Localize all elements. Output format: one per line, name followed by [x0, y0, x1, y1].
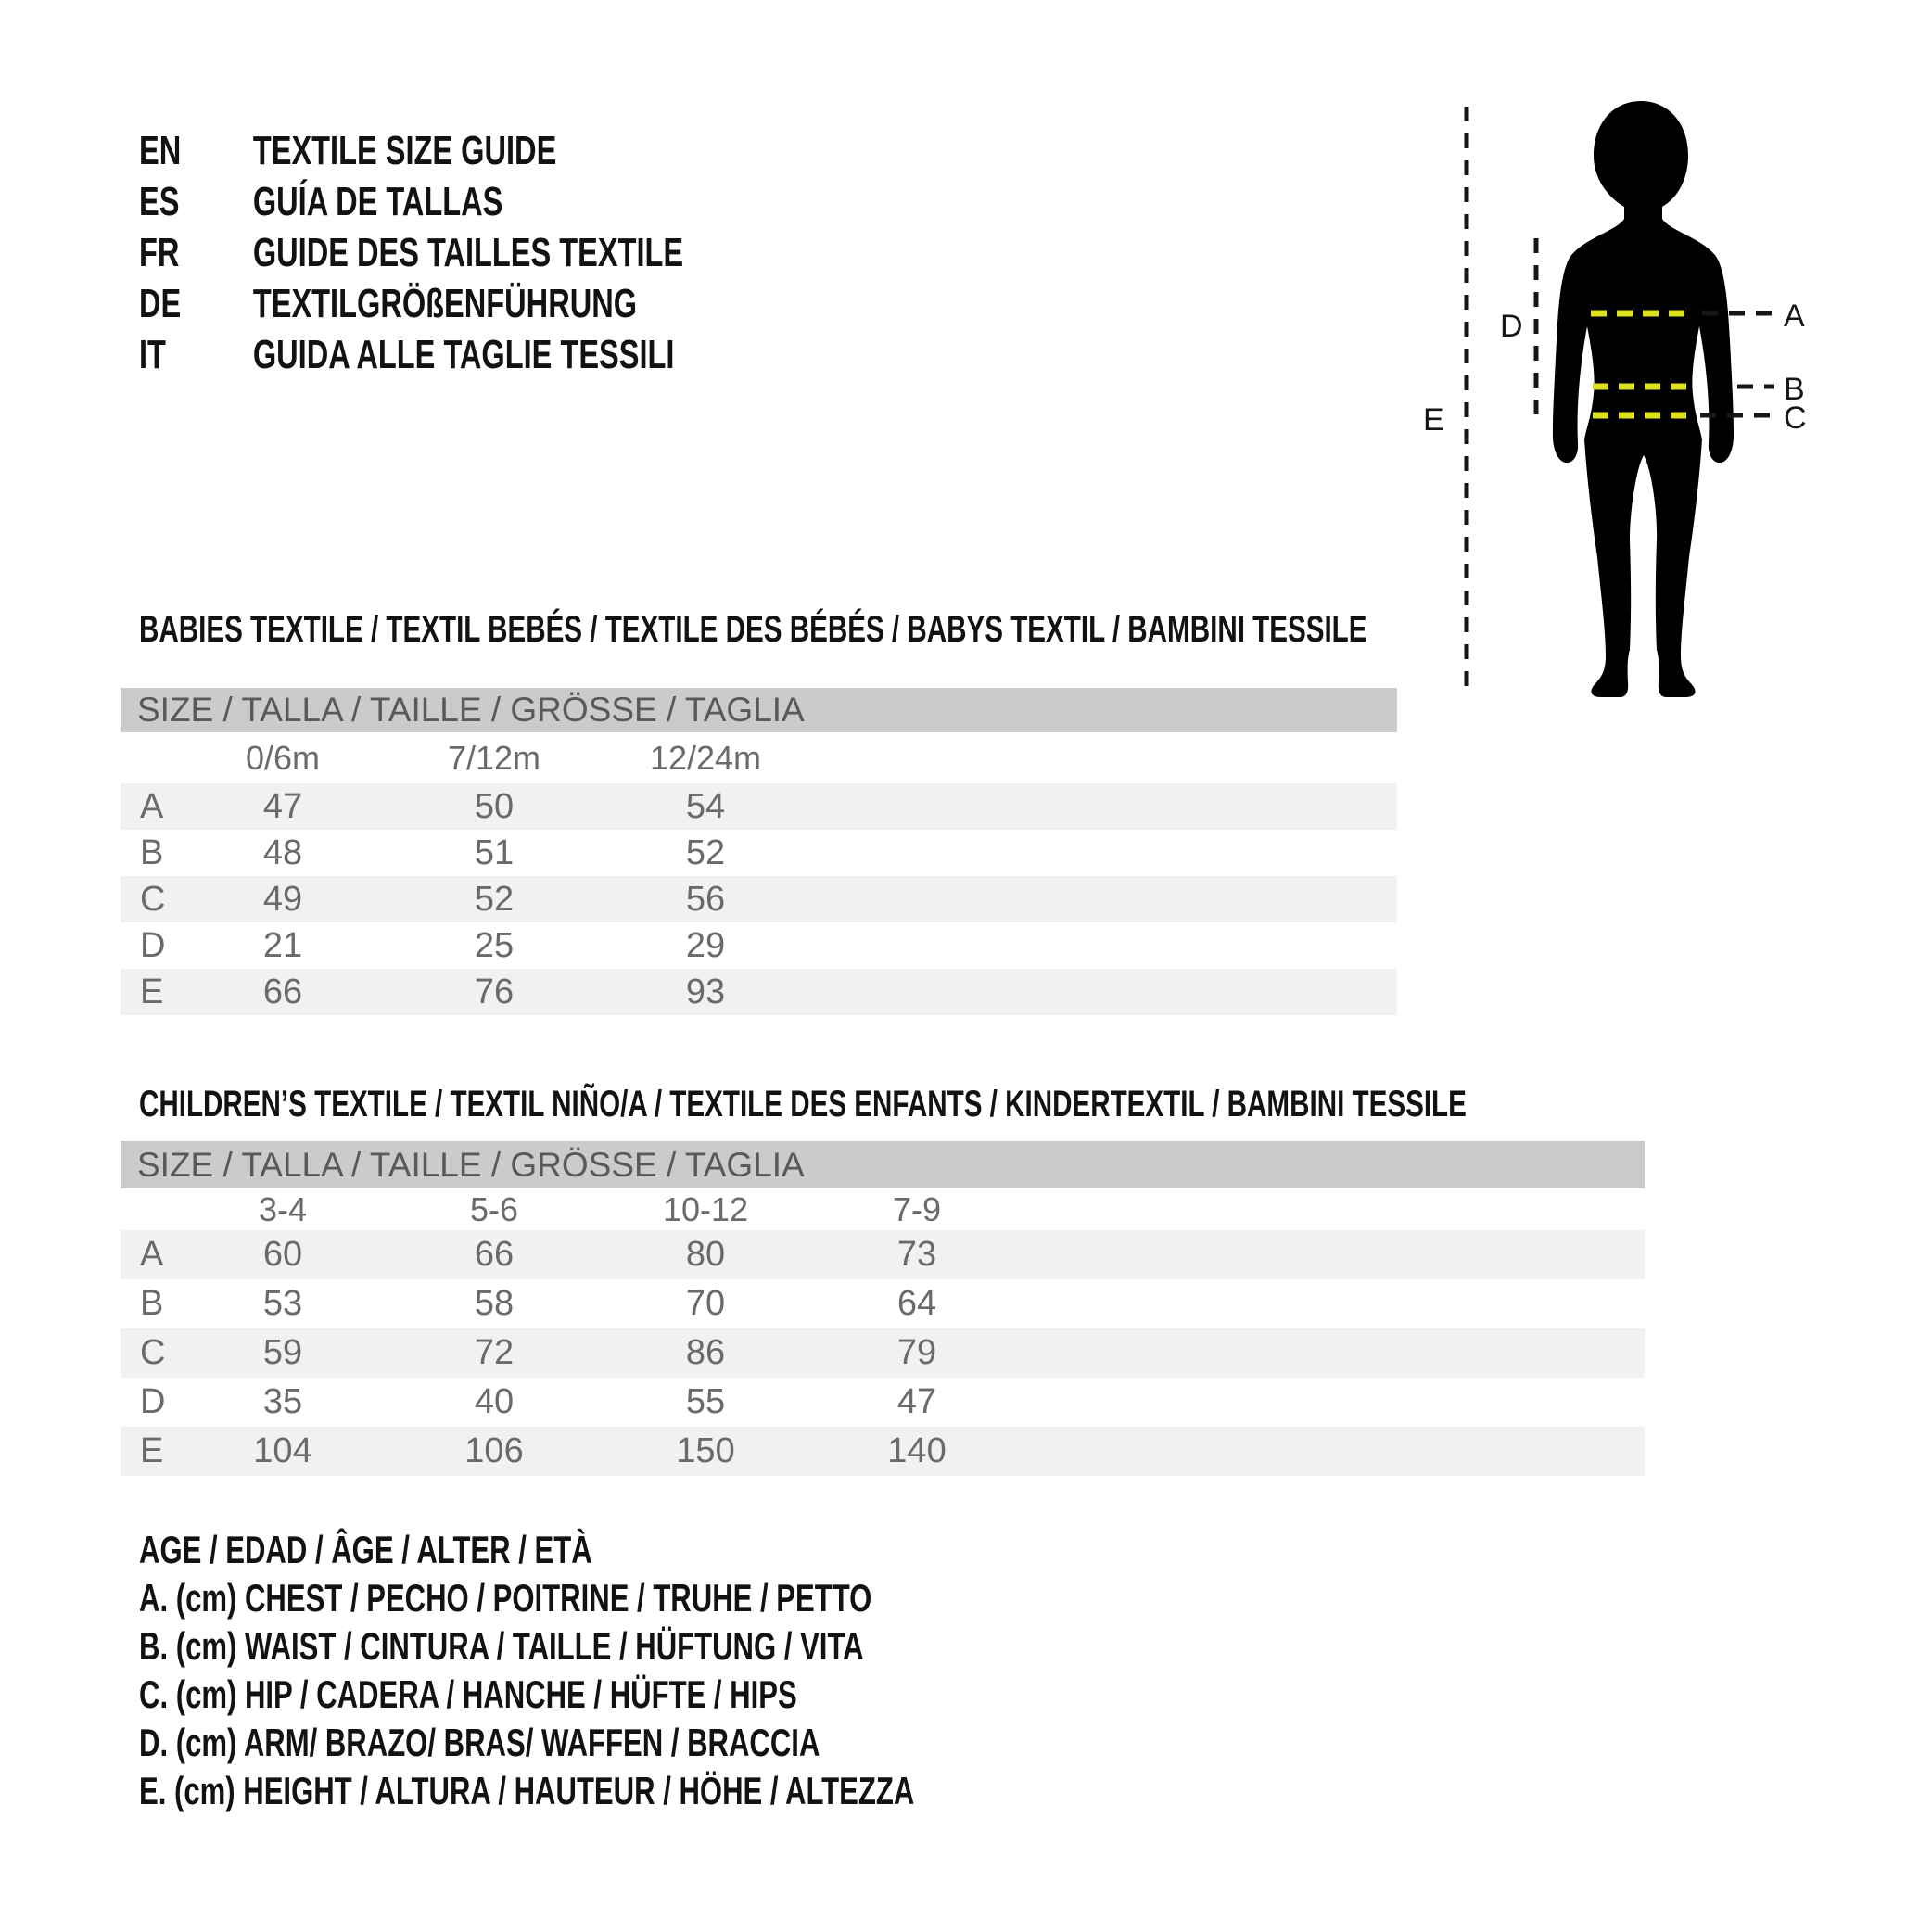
table-row-b [121, 830, 1397, 876]
cell-value: 50 [474, 786, 515, 826]
language-row-fr [139, 227, 874, 278]
row-label: B [140, 833, 164, 872]
babies-size-table [121, 688, 1397, 1015]
cell-value: 70 [685, 1284, 726, 1323]
language-code: FR [139, 230, 180, 275]
figure-label-hip: C [1784, 400, 1807, 436]
legend-line-age: AGE / EDAD / ÂGE / ALTER / ETÀ [139, 1528, 592, 1571]
legend-line-arm: D. (cm) ARM/ BRAZO/ BRAS/ WAFFEN / BRACCIA [139, 1721, 820, 1764]
language-code: ES [139, 179, 180, 224]
row-label: E [140, 972, 164, 1011]
language-list [139, 125, 874, 380]
language-code: DE [139, 281, 182, 326]
language-row-it [139, 329, 874, 380]
cell-value: 52 [474, 879, 515, 919]
cell-value: 49 [262, 879, 303, 919]
cell-value: 56 [685, 879, 726, 919]
cell-value: 40 [474, 1382, 515, 1421]
cell-value: 59 [262, 1333, 303, 1372]
cell-value: 47 [896, 1382, 937, 1421]
cell-value: 73 [896, 1235, 937, 1274]
table-row-b [121, 1279, 1645, 1328]
cell-value: 93 [685, 972, 726, 1011]
column-header: 0/6m [245, 738, 321, 777]
cell-value: 66 [262, 972, 303, 1011]
table-row-d [121, 1378, 1645, 1427]
size-header-label: SIZE / TALLA / TAILLE / GRÖSSE / TAGLIA [137, 691, 805, 729]
language-row-es [139, 176, 874, 227]
column-header: 7-9 [892, 1189, 942, 1228]
table-row-d [121, 922, 1397, 969]
language-row-en [139, 125, 874, 176]
cell-value: 21 [262, 925, 303, 965]
language-title: TEXTILGRÖßENFÜHRUNG [252, 281, 638, 326]
babies-column-header-row [121, 732, 1397, 783]
children-section-heading: CHILDREN’S TEXTILE / TEXTIL NIÑO/A / TEXTILE DES ENFANTS / KINDERTEXTIL / BAMBINI TESSILE [139, 1084, 1467, 1125]
table-row-e [121, 969, 1397, 1015]
measurement-legend [139, 1526, 1187, 1815]
language-code: IT [139, 332, 166, 377]
cell-value: 80 [685, 1235, 726, 1274]
table-row-a [121, 1230, 1645, 1279]
figure-label-chest: A [1784, 299, 1805, 334]
cell-value: 48 [262, 833, 303, 872]
row-label: A [140, 786, 164, 826]
cell-value: 55 [685, 1382, 726, 1421]
row-label: C [140, 1333, 166, 1372]
babies-size-header-bar [121, 688, 1397, 732]
row-label: B [140, 1284, 164, 1323]
cell-value: 150 [676, 1431, 735, 1470]
children-size-header-bar [121, 1141, 1645, 1188]
table-row-c [121, 1328, 1645, 1378]
cell-value: 64 [896, 1284, 937, 1323]
column-header: 12/24m [649, 738, 762, 777]
table-row-c [121, 876, 1397, 922]
cell-value: 58 [474, 1284, 515, 1323]
language-title: GUIDA ALLE TAGLIE TESSILI [252, 332, 675, 377]
language-title: GUÍA DE TALLAS [252, 179, 503, 224]
row-label: D [140, 1382, 166, 1421]
cell-value: 106 [464, 1431, 524, 1470]
row-label: A [140, 1235, 164, 1274]
figure-label-waist: B [1784, 372, 1805, 407]
cell-value: 104 [253, 1431, 312, 1470]
row-label: E [140, 1431, 164, 1470]
children-size-table [121, 1141, 1645, 1476]
cell-value: 140 [887, 1431, 947, 1470]
cell-value: 66 [474, 1235, 515, 1274]
table-row-a [121, 783, 1397, 830]
cell-value: 54 [685, 786, 726, 826]
cell-value: 51 [474, 833, 515, 872]
language-title: TEXTILE SIZE GUIDE [252, 128, 557, 173]
cell-value: 25 [474, 925, 515, 965]
child-silhouette [1553, 101, 1734, 697]
table-row-e [121, 1427, 1645, 1476]
cell-value: 79 [896, 1333, 937, 1372]
column-header: 3-4 [258, 1189, 308, 1228]
children-column-header-row [121, 1188, 1645, 1230]
figure-label-arm: D [1500, 309, 1523, 344]
cell-value: 60 [262, 1235, 303, 1274]
legend-line-waist: B. (cm) WAIST / CINTURA / TAILLE / HÜFTUNG / VITA [139, 1624, 864, 1668]
cell-value: 53 [262, 1284, 303, 1323]
row-label: D [140, 925, 166, 965]
babies-section-heading: BABIES TEXTILE / TEXTIL BEBÉS / TEXTILE DES BÉBÉS / BABYS TEXTIL / BAMBINI TESSILE [139, 609, 1367, 650]
cell-value: 72 [474, 1333, 515, 1372]
legend-line-chest: A. (cm) CHEST / PECHO / POITRINE / TRUHE / PETTO [139, 1576, 872, 1620]
language-row-de [139, 278, 874, 329]
cell-value: 29 [685, 925, 726, 965]
column-header: 10-12 [662, 1189, 749, 1228]
language-title: GUIDE DES TAILLES TEXTILE [252, 230, 684, 275]
figure-label-height: E [1423, 402, 1444, 438]
cell-value: 47 [262, 786, 303, 826]
size-header-label: SIZE / TALLA / TAILLE / GRÖSSE / TAGLIA [137, 1145, 805, 1184]
cell-value: 52 [685, 833, 726, 872]
column-header: 5-6 [469, 1189, 519, 1228]
language-code: EN [139, 128, 182, 173]
cell-value: 86 [685, 1333, 726, 1372]
row-label: C [140, 879, 166, 919]
legend-line-height: E. (cm) HEIGHT / ALTURA / HAUTEUR / HÖHE / ALTEZZA [139, 1769, 915, 1812]
cell-value: 76 [474, 972, 515, 1011]
column-header: 7/12m [447, 738, 541, 777]
legend-line-hip: C. (cm) HIP / CADERA / HANCHE / HÜFTE / HIPS [139, 1672, 797, 1716]
cell-value: 35 [262, 1382, 303, 1421]
